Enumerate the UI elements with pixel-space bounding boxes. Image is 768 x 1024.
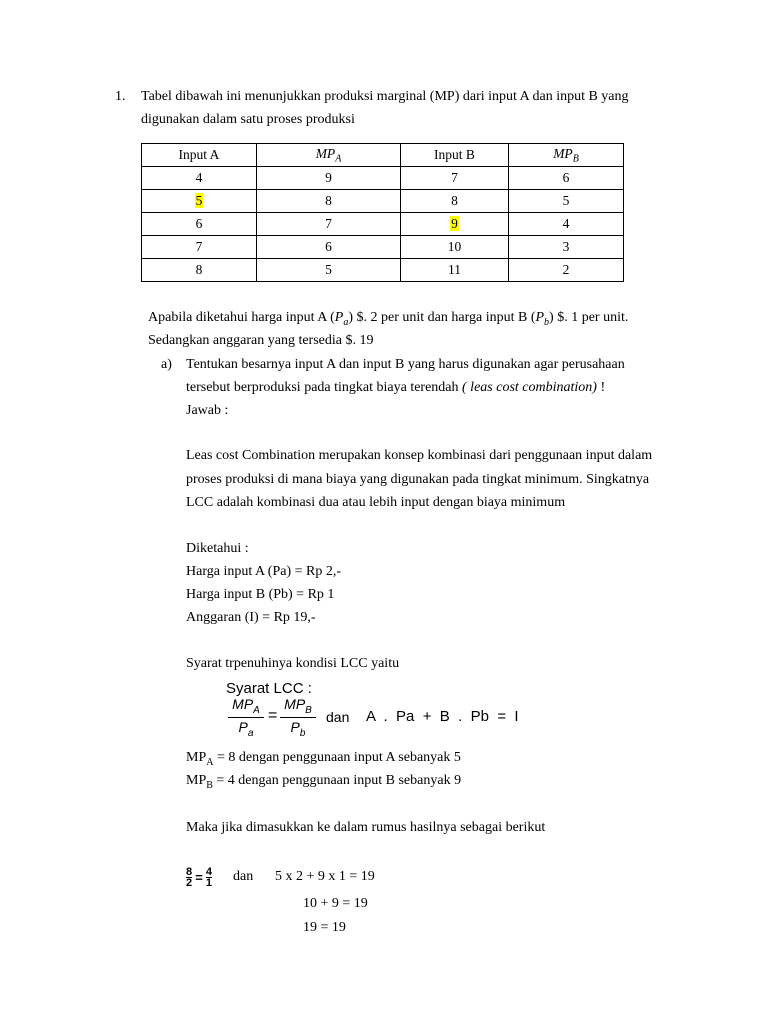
mpb-statement: $MP_B = 4$ dengan penggunaan input B sebanyak 9: [186, 773, 462, 791]
question-intro-line1: Tabel dibawah ini menunjukkan produksi marginal (MP) dari input A dan input B yang: [141, 89, 629, 104]
cell: 9: [257, 167, 401, 190]
cell: 11: [401, 259, 509, 282]
table-row: [142, 213, 624, 236]
cell: 8: [142, 259, 257, 282]
table-row: [142, 190, 624, 213]
ratio-a: $\frac{8}{2}$: [186, 866, 193, 889]
lcc-fraction-a: $MP_A$ $P_a$: [228, 696, 264, 739]
syarat-text: Syarat trpenuhinya kondisi LCC yaitu: [186, 656, 400, 671]
cell: 10: [401, 236, 509, 259]
cell: 7: [401, 167, 509, 190]
definition-line2: proses produksi di mana biaya yang digunakan pada tingkat minimum. Singkatnya: [186, 472, 650, 487]
given-budget: Sedangkan anggaran yang tersedia $. 19: [148, 333, 374, 348]
part-a-q-line1: Tentukan besarnya input A dan input B yang harus digunakan agar perusahaan: [186, 357, 625, 372]
calc-line3: 19 = 19: [303, 920, 346, 935]
ratio-calculation: $\frac{8}{2}$ = $\frac{4}{1}$: [186, 866, 212, 889]
part-a-label: a): [161, 357, 172, 372]
question-number: 1.: [115, 89, 126, 104]
cell: 5: [257, 259, 401, 282]
cell: 4: [509, 213, 624, 236]
cell: 6: [509, 167, 624, 190]
cell: 8: [257, 190, 401, 213]
header-mp-a: $MP_A$: [257, 144, 401, 167]
question-intro-line2: digunakan dalam satu proses produksi: [141, 112, 355, 127]
cell: 6: [257, 236, 401, 259]
jawab-label: Jawab :: [186, 403, 229, 418]
highlight-input-a: 5: [195, 193, 203, 208]
lcc-fraction-b: $MP_B$ $P_b$: [280, 696, 316, 739]
mp-table: [141, 143, 624, 282]
part-a-q-line2: tersebut berproduksi pada tingkat biaya terendah ( leas cost combination) !: [186, 380, 606, 395]
cell: 6: [142, 213, 257, 236]
cell: 7: [142, 236, 257, 259]
mpa-statement: $MP_A = 8$ dengan penggunaan input A sebanyak 5: [186, 750, 461, 768]
calc-line1: 5 x 2 + 9 x 1 = 19: [275, 869, 375, 884]
cell: 5: [509, 190, 624, 213]
lcc-dan: dan: [326, 709, 350, 725]
lcc-title: Syarat LCC :: [226, 680, 312, 697]
table-row: [142, 259, 624, 282]
header-input-b: Input B: [401, 144, 509, 167]
definition-line3: LCC adalah kombinasi dua atau lebih input dengan biaya minimum: [186, 495, 566, 510]
cell: 2: [509, 259, 624, 282]
highlight-input-b: 9: [451, 216, 458, 231]
definition-line1: Leas cost Combination merupakan konsep kombinasi dari penggunaan input dalam: [186, 448, 653, 463]
ratio-b: $\frac{4}{1}$: [205, 866, 212, 889]
cell: [142, 190, 257, 213]
cell: 4: [142, 167, 257, 190]
lcc-formula: [226, 680, 526, 740]
cell: 8: [401, 190, 509, 213]
lcc-equals: =: [268, 707, 278, 724]
lcc-budget-formula: A . Pa + B . Pb = I: [366, 708, 519, 725]
table-header-row: [142, 144, 624, 167]
cell: [401, 213, 509, 236]
header-input-a: Input A: [142, 144, 257, 167]
anggaran: Anggaran (I) = Rp 19,-: [186, 610, 316, 625]
maka-text: Maka jika dimasukkan ke dalam rumus hasilnya sebagai berikut: [186, 820, 546, 835]
header-mp-b: $MP_B$: [509, 144, 624, 167]
table-row: [142, 167, 624, 190]
harga-input-b: Harga input B (Pb) = Rp 1: [186, 587, 335, 602]
calc-line2: 10 + 9 = 19: [303, 896, 368, 911]
diketahui-label: Diketahui :: [186, 541, 249, 556]
cell: 3: [509, 236, 624, 259]
given-prices: Apabila diketahui harga input A $(P_a)$ $. 2 per unit dan harga input B $(P_b)$ $. 1 per unit.: [148, 310, 629, 328]
cell: 7: [257, 213, 401, 236]
harga-input-a: Harga input A (Pa) = Rp 2,-: [186, 564, 342, 579]
calc-dan: dan: [233, 869, 254, 884]
table-row: [142, 236, 624, 259]
